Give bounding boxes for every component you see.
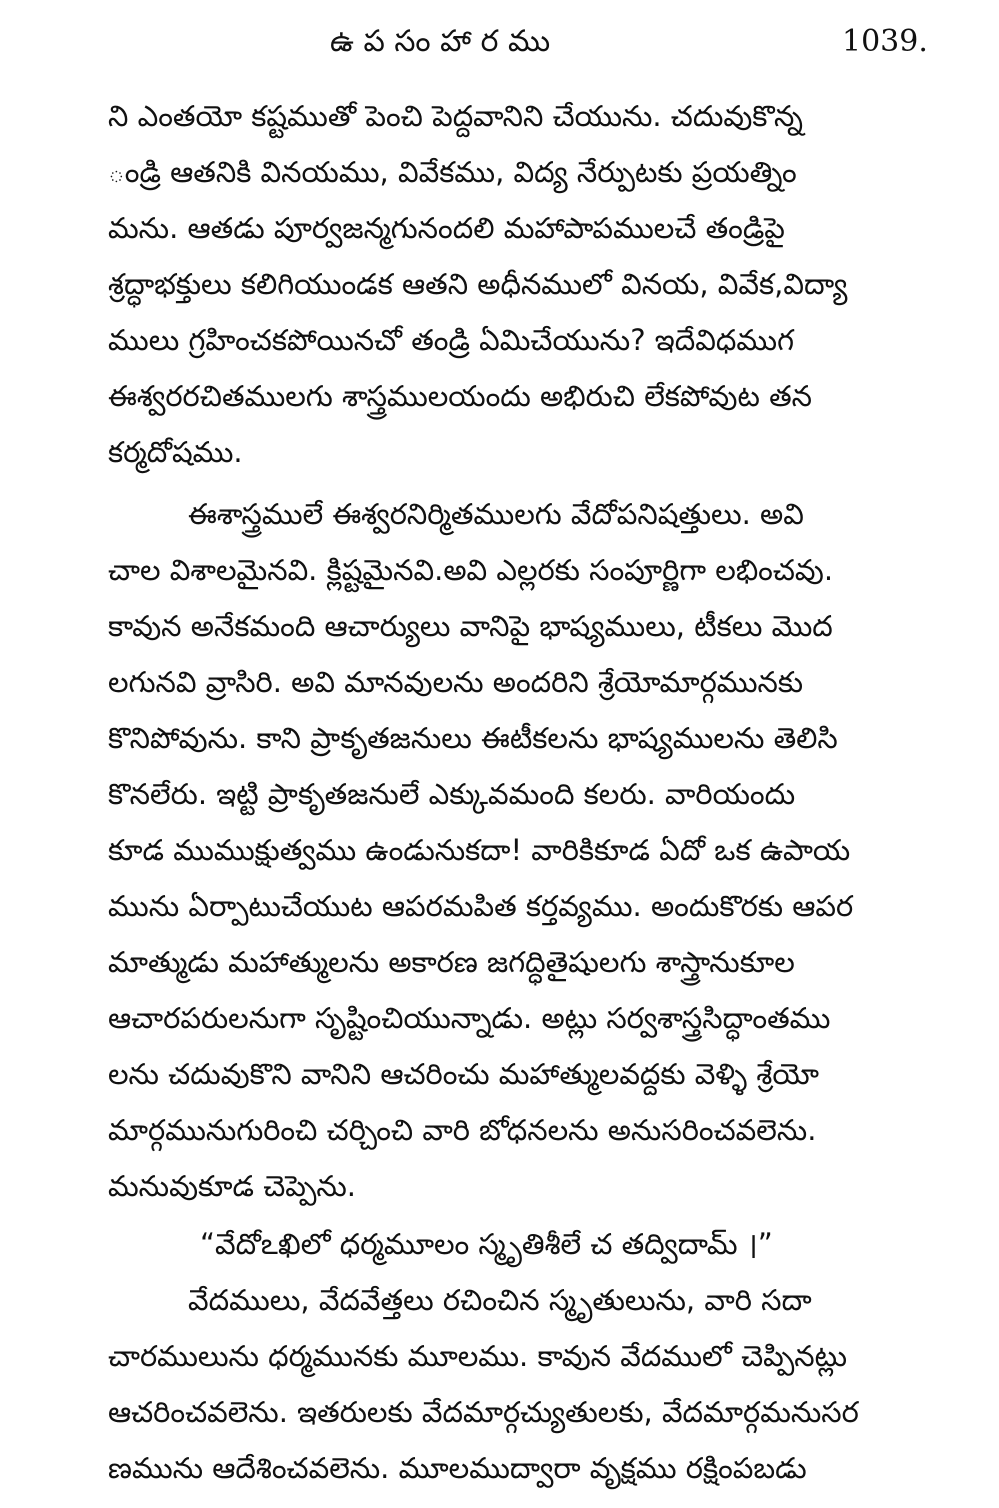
body-line: ఈశ్వరరచితములగు శాస్త్రములయందు అభిరుచి లేకపోవుట తన (108, 379, 813, 413)
body-line: లను చదువుకొని వానిని ఆచరించు మహాత్ములవద్దకు వెళ్ళి శ్రేయో (108, 1057, 819, 1091)
body-line: చారములును ధర్మమునకు మూలము. కావున వేదములో చెప్పినట్లు (108, 1339, 848, 1373)
body-line: ఆచరించవలెను. ఇతరులకు వేదమార్గచ్యుతులకు, వేదమార్గమనుసర (108, 1395, 859, 1429)
body-line: ండ్రి ఆతనికి వినయము, వివేకము, విద్య నేర్పుటకు ప్రయత్నిం (108, 155, 797, 189)
body-line: శ్రద్ధాభక్తులు కలిగియుండక ఆతని అధీనములో వినయ, వివేక,విద్యా (108, 267, 848, 301)
body-line: కూడ ముముక్షుత్వము ఉండునుకదా! వారికికూడ ఏదో ఒక ఉపాయ (108, 833, 851, 867)
body-line: మను. ఆతడు పూర్వజన్మగునందలి మహాపాపములచే తండ్రిపై (108, 211, 785, 245)
body-line: మార్గమునుగురించి చర్చించి వారి బోధనలను అనుసరించవలెను. (108, 1113, 817, 1147)
body-line: ని ఎంతయో కష్టముతో పెంచి పెద్దవానిని చేయును. చదువుకొన్న (108, 99, 803, 133)
paragraph-first-line: ఈశాస్త్రములే ఈశ్వరనిర్మితములగు వేదోపనిషత్తులు. అవి (188, 497, 804, 531)
body-line: కొనలేరు. ఇట్టి ప్రాకృతజనులే ఎక్కువమంది కలరు. వారియందు (108, 777, 796, 811)
body-line: కొనిపోవును. కాని ప్రాకృతజనులు ఈటీకలను భాష్యములను తెలిసి (108, 721, 838, 755)
body-line: చాల విశాలమైనవి. క్లిష్టమైనవి.అవి ఎల్లరకు సంపూర్ణిగా లభించవు. (108, 553, 834, 587)
body-line: ములు గ్రహించకపోయినచో తండ్రి ఏమిచేయును? ఇదేవిధముగ (108, 323, 794, 357)
body-line: కావున అనేకమంది ఆచార్యులు వానిపై భాష్యములు, టీకలు మొద (108, 609, 833, 643)
paragraph-first-line: వేదములు, వేదవేత్తలు రచించిన స్మృతులును, వారి సదా (188, 1283, 812, 1317)
body-line: ఆచారపరులనుగా సృష్టించియున్నాడు. అట్లు సర్వశాస్త్రసిద్ధాంతము (108, 1001, 831, 1035)
body-line: మాత్ముడు మహాత్ములను అకారణ జగద్ధితైషులగు శాస్త్రానుకూల (108, 945, 795, 979)
quoted-verse: “వేదోఽఖిలో ధర్మమూలం స్మృతిశీలే చ తద్విదామ్ ।” (200, 1227, 773, 1261)
body-line: మనువుకూడ చెప్పెను. (108, 1169, 356, 1203)
body-line: మును ఏర్పాటుచేయుట ఆపరమపిత కర్తవ్యము. అందుకొరకు ఆపర (108, 889, 854, 923)
running-title: ఉ ప సం హా ర ము (330, 24, 551, 59)
page-number: 1039. (842, 24, 928, 59)
body-line: ణమును ఆదేశించవలెను. మూలముద్వారా వృక్షము రక్షింపబడు (108, 1451, 807, 1485)
running-header (0, 18, 999, 68)
body-line: లగునవి వ్రాసిరి. అవి మానవులను అందరిని శ్రేయోమార్గమునకు (108, 665, 804, 699)
body-line: కర్మదోషము. (108, 435, 243, 469)
